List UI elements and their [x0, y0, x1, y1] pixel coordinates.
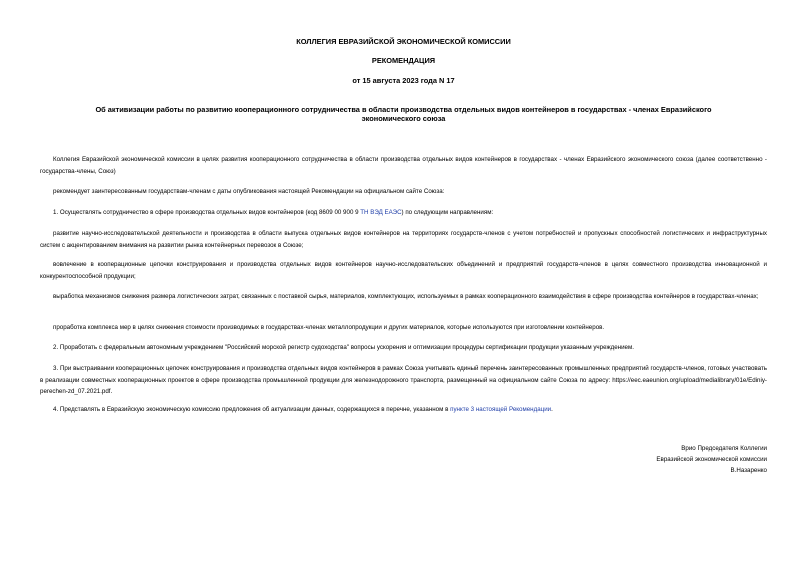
paragraph-item-1: [40, 207, 767, 219]
signature-name: В.Назаренко: [730, 467, 767, 474]
paragraph-direction-2: [40, 259, 767, 282]
paragraph: [40, 207, 767, 219]
org-name: КОЛЛЕГИЯ ЕВРАЗИЙСКОЙ ЭКОНОМИЧЕСКОЙ КОМИССИИ: [296, 37, 511, 46]
paragraph-direction-1: [40, 228, 767, 251]
paragraph-direction-4: [40, 322, 767, 334]
paragraph: проработка комплекса мер в целях снижения стоимости производимых в государствах-членах металлопродукции и других материалов, которые используются при изготовлении контейнеров.: [53, 324, 605, 331]
paragraph-item-3: [40, 363, 767, 398]
paragraph-direction-3: [40, 291, 767, 303]
paragraph: вовлечение в кооперационные цепочки конструирования и производства отдельных видов контейнеров научно-исследовательских объединений и предприятий государств-членов в целях совместного производства инновационной и конкурентоспособной продукции;: [40, 261, 767, 280]
paragraph-item-2: [40, 342, 767, 354]
doc-type: РЕКОМЕНДАЦИЯ: [371, 56, 436, 65]
paragraph-intro: [40, 154, 767, 177]
text-segment: 1. Осуществлять сотрудничество в сфере производства отдельных видов контейнеров (код 8609 00 900 9: [53, 209, 361, 216]
paragraph: Коллегия Евразийской экономической комиссии в целях развития кооперационного сотрудничества в области производства отдельных видов контейнеров в государствах - членах Евразийского экономического союза (далее соответственно - государства-члены, Союз): [40, 156, 767, 175]
signature-organization: Евразийской экономической комиссии: [656, 456, 767, 463]
doc-title: Об активизации работы по развитию кооперационного сотрудничества в области производства отдельных видов контейнеров в государствах - членах Евразийского экономического союза: [95, 105, 712, 123]
paragraph: [40, 404, 767, 416]
paragraph-item-4: [40, 404, 767, 416]
signature-block: [656, 443, 767, 476]
paragraph: выработка механизмов снижения размера логистических затрат, связанных с поставкой сырья, материалов, комплектующих, используемых в рамках кооперационного взаимодействия в сфере производства контейнеров в государствах-членах;: [53, 293, 759, 300]
text-segment: ) по следующим направлениям:: [401, 209, 494, 216]
paragraph: развитие научно-исследовательской деятельности и производства в области выпуска отдельных видов контейнеров на территориях государств-членов с учетом потребностей и пропускных способностей логистических и инфраструктурных систем с акцентированием внимания на развитии рынка контейнерных перевозок в Союзе;: [40, 230, 767, 249]
date-number: от 15 августа 2023 года N 17: [352, 76, 455, 85]
paragraph: рекомендует заинтересованным государствам-членам с даты опубликования настоящей Рекомендации на официальном сайте Союза:: [53, 188, 445, 195]
text-segment: .: [551, 406, 553, 413]
paragraph: 3. При выстраивании кооперационных цепочек конструирования и производства отдельных видов контейнеров в рамках Союза учитывать единый перечень заинтересованных промышленных предприятий государств-членов, готовых участвовать в реализации совместных кооперационных проектов в сфере производства промышленной продукции для железнодорожного транспорта, размещенный на официальном сайте Союза по адресу: https://eec.eaeunion.org/upload/medialibrary/01e/Ediniy-perechen-zd_07.2021.pdf.: [40, 365, 767, 395]
paragraph: 2. Проработать с федеральным автономным учреждением "Российский морской регистр судоходства" вопросы ускорения и оптимизации процедуры сертификации продукции указанным учреждением.: [53, 344, 634, 351]
item-3-link[interactable]: пункте 3 настоящей Рекомендации: [450, 406, 552, 413]
text-segment: 4. Представлять в Евразийскую экономическую комиссию предложения об актуализации данных, содержащихся в перечне, указанном в: [53, 406, 451, 413]
paragraph-recommends: [40, 186, 767, 198]
tnved-link[interactable]: ТН ВЭД ЕАЭС: [360, 209, 402, 216]
signature-position: Врио Председателя Коллегии: [681, 445, 767, 452]
